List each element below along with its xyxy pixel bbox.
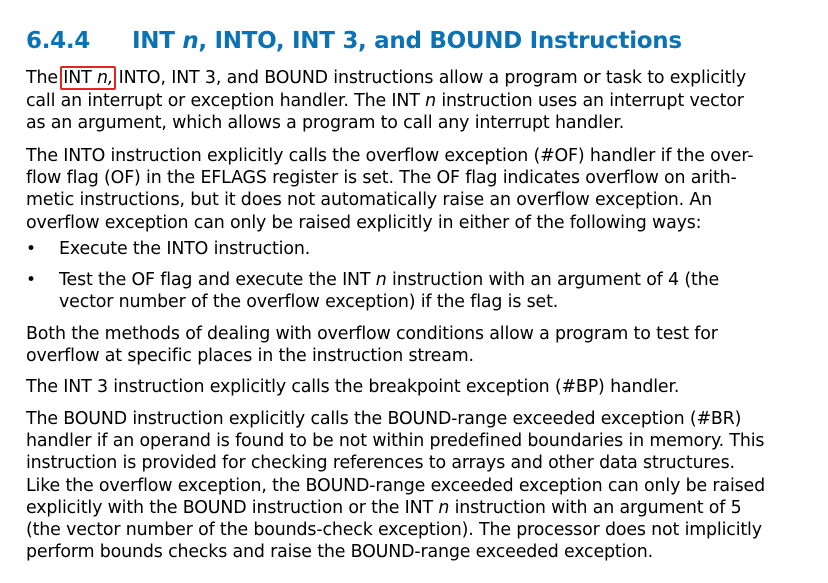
text-line: The INT 3 instruction explicitly calls the breakpoint exception (#BP) handler.: [26, 377, 680, 397]
text-line: flow flag (OF) in the EFLAGS register is set. The OF flag indicates overflow on arith-: [26, 168, 737, 189]
paragraph-int3: [26, 376, 679, 398]
bullet-icon: •: [26, 239, 36, 259]
text-line: handler if an operand is found to be not within predefined boundaries in memory. This: [26, 431, 765, 452]
paragraph-into: [26, 145, 753, 234]
text-line: (the vector number of the bounds-check exception). The processor does not implicitly: [26, 520, 762, 541]
text-line: call an interrupt or exception handler. The INT n instruction uses an interrupt vector: [26, 91, 744, 111]
text-line: Like the overflow exception, the BOUND-range exceeded exception can only be raised: [26, 475, 765, 496]
text-line: The BOUND instruction explicitly calls the BOUND-range exceeded exception (#BR): [26, 409, 742, 429]
text-line: instruction is provided for checking references to arrays and other data structures.: [26, 453, 735, 474]
text-line: perform bounds checks and raise the BOUND-range exceeded exception.: [26, 542, 653, 563]
paragraph-bound: [26, 408, 765, 563]
text-line: as an argument, which allows a program to call any interrupt handler.: [26, 113, 625, 134]
paragraph-intro: [26, 66, 746, 134]
section-title: INT n, INTO, INT 3, and BOUND Instructions: [132, 28, 682, 54]
section-number: 6.4.4: [26, 28, 90, 54]
highlight-box: INT n,: [60, 66, 116, 90]
section-heading: [26, 26, 682, 56]
text-line: Both the methods of dealing with overflow conditions allow a program to test for: [26, 324, 718, 344]
text-line: explicitly with the BOUND instruction or the INT n instruction with an argument of 5: [26, 497, 742, 518]
list-item-text: Execute the INTO instruction.: [59, 239, 311, 259]
paragraph-methods: [26, 323, 718, 367]
text-line: The INT n, INTO, INT 3, and BOUND instructions allow a program or task to explicitly: [26, 68, 746, 88]
text-line: metic instructions, but it does not automatically raise an overflow exception. An: [26, 190, 712, 211]
bullet-icon: •: [26, 270, 36, 290]
text-line: overflow exception can only be raised explicitly in either of the following ways:: [26, 212, 702, 233]
text-line: The INTO instruction explicitly calls the overflow exception (#OF) handler if the over-: [26, 146, 754, 166]
list-item-text: Test the OF flag and execute the INT n instruction with an argument of 4 (the vector number of the overflow exception) if the flag is set.: [59, 270, 720, 313]
text-line: overflow at specific places in the instruction stream.: [26, 346, 474, 367]
